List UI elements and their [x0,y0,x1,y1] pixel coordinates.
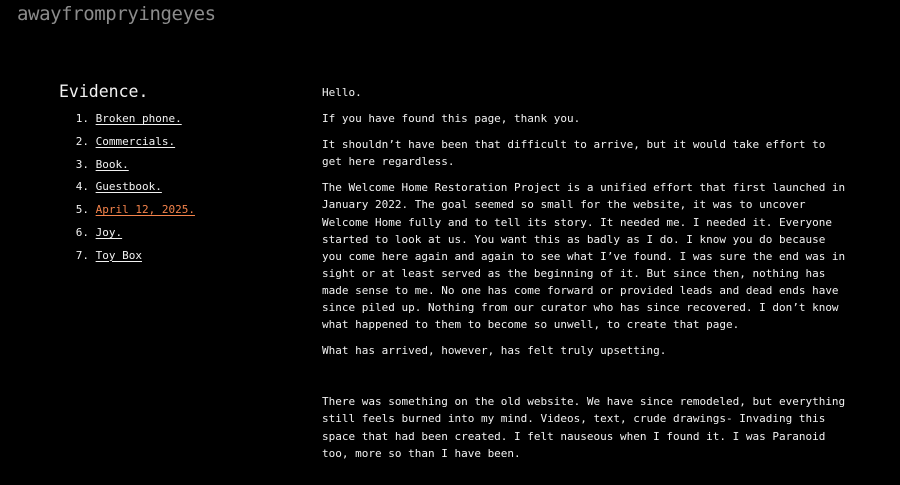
list-item [59,134,279,157]
site-title[interactable]: awayfrompryingeyes [17,3,216,25]
evidence-link-guestbook[interactable]: Guestbook. [95,180,162,194]
evidence-sidebar [59,84,279,271]
project-paragraph: The Welcome Home Restoration Project is a unified effort that first launched in January 2022. The goal seemed so small for the website, it was to uncover Welcome Home fully and to tell its story. It needed me. I needed it. Everyone started to look at us. You want this as badly as I do. I know you do because you come here again and again to see what I’ve found. I was sure the end was in sight or at least served as the beginning of it. But since then, nothing has made sense to me. No one has come forward or provided leads and dead ends have since piled up. Nothing from our curator who has since recovered. I don’t know what happened to them to become so unwell, to create that page. [322,181,846,332]
evidence-link-book[interactable]: Book. [95,157,129,171]
evidence-link-toy-box[interactable]: Toy Box [95,248,142,262]
sidebar-heading: Evidence. [59,82,149,101]
list-item [59,225,279,248]
upsetting-paragraph: What has arrived, however, has felt truly upsetting. [322,344,667,358]
evidence-list [59,111,279,271]
list-item [59,111,279,134]
list-item [59,179,279,202]
main-content [322,84,850,471]
list-number: 4. [75,180,89,194]
list-number: 6. [75,225,89,239]
evidence-link-commercials[interactable]: Commercials. [95,134,176,148]
greeting-paragraph: Hello. [322,86,362,99]
list-item [59,202,279,225]
list-number: 7. [75,248,89,262]
list-number: 5. [75,203,89,217]
intro-paragraph: It shouldn’t have been that difficult to arrive, but it would take effort to get here regardless. [322,138,826,169]
list-item [59,157,279,180]
list-number: 2. [75,134,89,148]
list-number: 1. [75,112,89,125]
thanks-paragraph: If you have found this page, thank you. [322,112,581,126]
evidence-link-broken-phone[interactable]: Broken phone. [95,112,182,125]
old-website-paragraph: There was something on the old website. We have since remodeled, but everything still feels burned into my mind. Videos, text, crude drawings- Invading this space that had been created. I felt nauseous when I found it. I was Paranoid too, more so than I have been. [322,395,846,460]
list-number: 3. [75,157,89,171]
list-item [59,248,279,271]
evidence-link-april-12-2025[interactable]: April 12, 2025. [95,203,195,217]
evidence-link-joy[interactable]: Joy. [95,225,123,239]
